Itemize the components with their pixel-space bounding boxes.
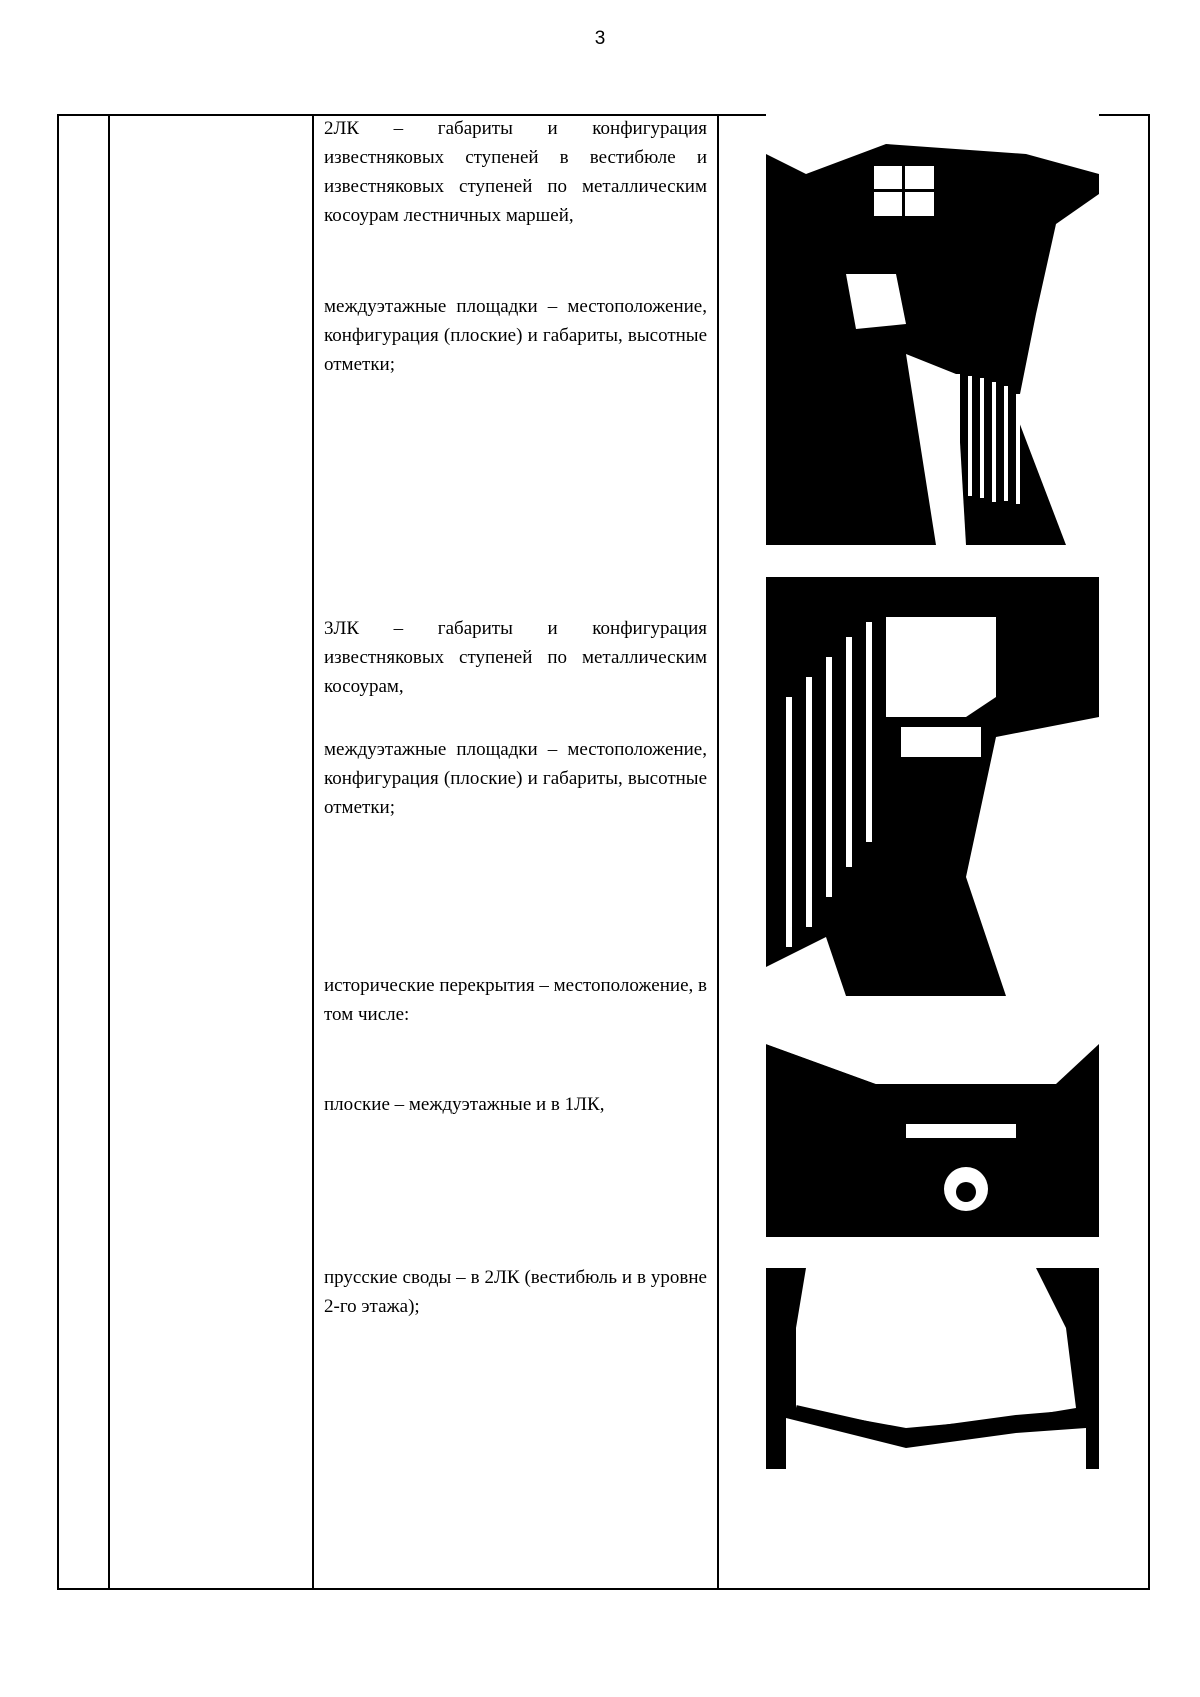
text-3lk-landings: междуэтажные площадки – местоположение, конфигурация (плоские) и габариты, высотные отметки; — [324, 739, 707, 818]
staircase-photo-3lk — [766, 577, 1099, 996]
prussian-vault-photo — [766, 1268, 1099, 1469]
text-3lk-steps: 3ЛК – габариты и конфигурация известняковых ступеней по металлическим косоурам, — [324, 618, 707, 697]
table-column-divider-3 — [717, 114, 719, 1590]
text-historic-floors: исторические перекрытия – местоположение, в том числе: — [324, 975, 707, 1025]
staircase-photo-2lk — [766, 114, 1099, 545]
text-prussian-vaults: прусские своды – в 2ЛК (вестибюль и в уровне 2-го этажа); — [324, 1267, 707, 1317]
text-flat-floors: плоские – междуэтажные и в 1ЛК, — [324, 1094, 605, 1115]
table-column-divider-2 — [312, 114, 314, 1590]
text-2lk-landings: междуэтажные площадки – местоположение, конфигурация (плоские) и габариты, высотные отметки; — [324, 296, 707, 375]
page-number: 3 — [594, 28, 606, 49]
text-2lk-steps: 2ЛК – габариты и конфигурация известняковых ступеней в вестибюле и известняковых ступеней по металлическим косоурам лестничных маршей, — [324, 118, 707, 226]
table-column-divider-1 — [108, 114, 110, 1590]
flat-ceiling-photo — [766, 1024, 1099, 1237]
